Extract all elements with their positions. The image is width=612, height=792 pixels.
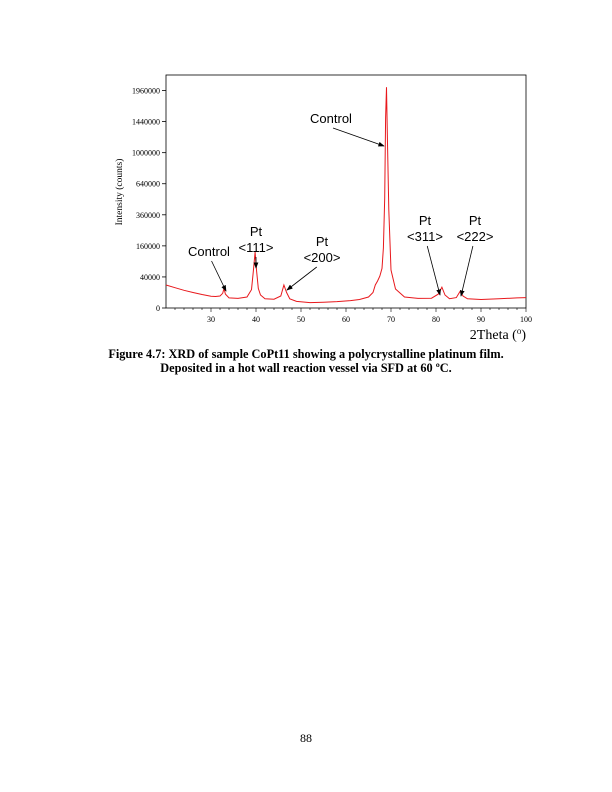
annotation-label: <311>: [407, 229, 443, 244]
peak-annotation: [407, 213, 443, 295]
annotation-label: <200>: [303, 250, 341, 265]
annotation-arrow: [461, 246, 473, 296]
peak-annotation: [287, 234, 340, 290]
peak-annotation: [239, 224, 274, 268]
y-tick-label: 0: [156, 304, 160, 313]
annotation-label: Control: [188, 244, 230, 259]
annotation-label: <222>: [456, 229, 494, 244]
annotation-label: Pt: [468, 213, 482, 228]
x-tick-label: 50: [297, 315, 305, 324]
annotation-label: Pt: [249, 224, 263, 239]
peak-annotation: [188, 244, 230, 291]
x-tick-label: 60: [342, 315, 350, 324]
x-axis: [175, 308, 532, 324]
annotation-label: Pt: [315, 234, 329, 249]
plot-frame: [166, 75, 526, 308]
y-axis-label: Intensity (counts): [115, 158, 125, 226]
peak-annotation: [310, 111, 384, 146]
annotation-arrow: [287, 267, 317, 290]
figure-caption-line-2: Deposited in a hot wall reaction vessel via SFD at 60 ºC.: [160, 361, 452, 375]
figure-caption-line-1: Figure 4.7: XRD of sample CoPt11 showing a polycrystalline platinum film.: [108, 347, 504, 361]
annotation-arrow: [427, 246, 440, 295]
annotation-label: <111>: [238, 240, 274, 255]
peak-annotation: [457, 213, 494, 296]
y-tick-label: 160000: [136, 241, 160, 251]
x-tick-label: 80: [432, 315, 440, 324]
y-tick-label: 40000: [140, 272, 160, 282]
x-tick-label: 90: [477, 315, 485, 324]
y-tick-label: 1000000: [132, 148, 160, 158]
x-tick-label: 40: [252, 315, 260, 324]
y-axis: [132, 87, 166, 313]
x-tick-label: 100: [520, 315, 532, 324]
y-tick-label: 640000: [136, 179, 160, 189]
peak-annotations: [188, 111, 493, 296]
y-tick-label: 1440000: [132, 117, 160, 127]
annotation-arrow: [333, 128, 384, 146]
x-tick-label: 70: [387, 315, 395, 324]
annotation-arrow: [212, 261, 226, 291]
x-axis-label: 2Theta ($^o$): [469, 326, 526, 343]
page-number: 88: [300, 731, 312, 745]
x-tick-label: 30: [207, 315, 215, 324]
annotation-label: Pt: [418, 213, 432, 228]
y-tick-label: 360000: [136, 210, 160, 220]
y-tick-label: 1960000: [132, 86, 160, 96]
annotation-label: Control: [310, 111, 352, 126]
